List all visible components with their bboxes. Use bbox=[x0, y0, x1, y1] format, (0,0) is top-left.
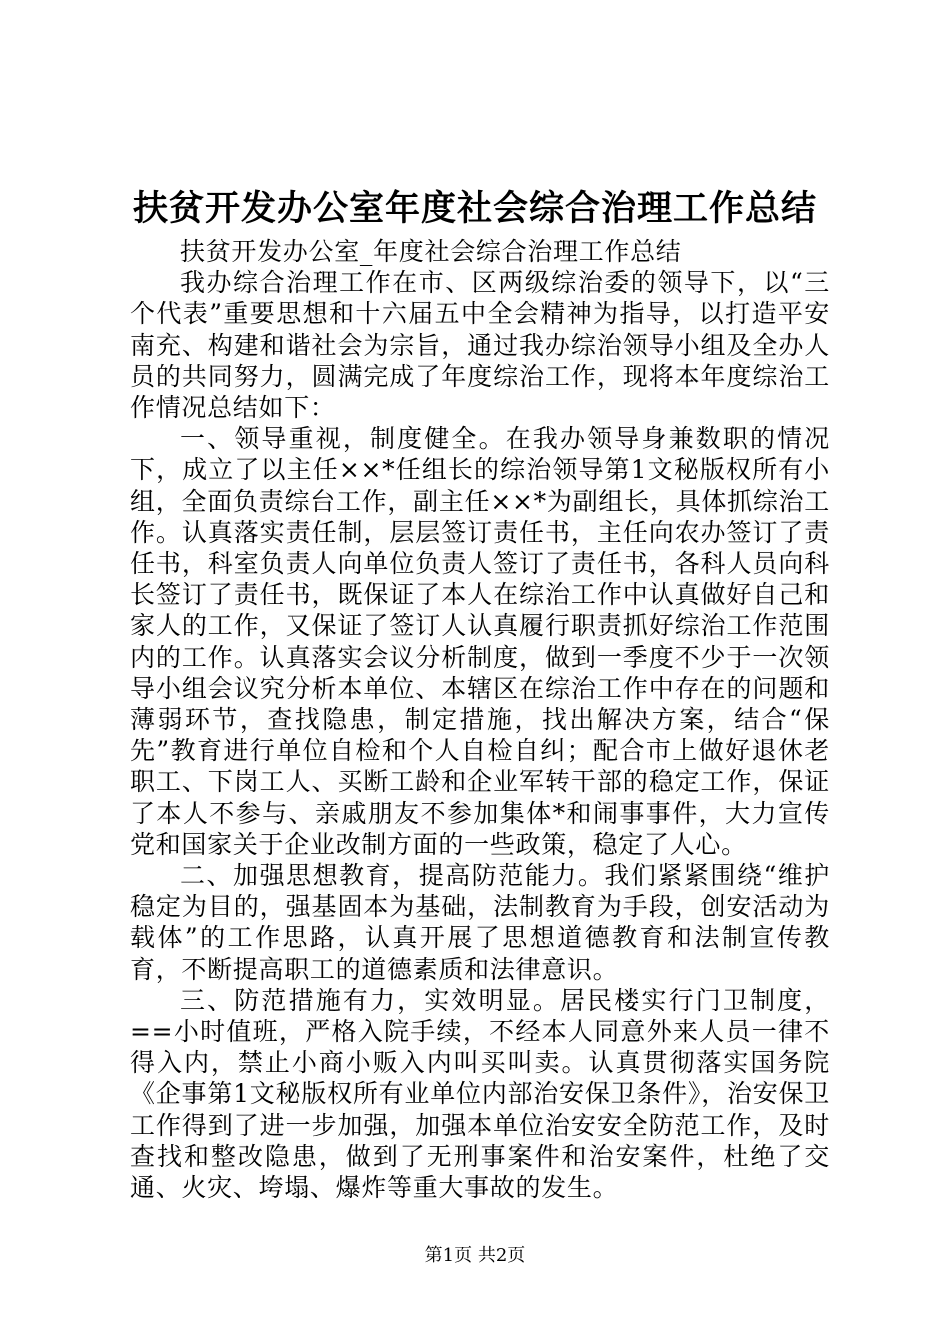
page-number-footer: 第1页 共2页 bbox=[424, 1245, 526, 1266]
document-title: 扶贫开发办公室年度社会综合治理工作总结 bbox=[132, 188, 817, 229]
document-body bbox=[130, 236, 830, 1203]
section-2-paragraph: 二、加强思想教育，提高防范能力。我们紧紧围绕“维护稳定为目的，强基固本为基础，法制教育为手段，创安活动为载体”的工作思路，认真开展了思想道德教育和法制宣传教育，不断提高职工的道德素质和法律意识。 bbox=[130, 861, 830, 984]
intro-paragraph: 我办综合治理工作在市、区两级综治委的领导下，以“三个代表”重要思想和十六届五中全会精神为指导，以打造平安南充、构建和谐社会为宗旨，通过我办综治领导小组及全办人员的共同努力，圆满完成了年度综治工作，现将本年度综治工作情况总结如下： bbox=[130, 268, 830, 423]
subtitle-paragraph: 扶贫开发办公室_年度社会综合治理工作总结 bbox=[180, 237, 682, 266]
section-1-paragraph: 一、领导重视，制度健全。在我办领导身兼数职的情况下，成立了以主任××*任组长的综治领导第1文秘版权所有小组，全面负责综台工作，副主任××*为副组长，具体抓综治工作。认真落实责任制，层层签订责任书，主任向农办签订了责任书，科室负责人向单位负责人签订了责任书，各科人员向科长签订了责任书，既保证了本人在综治工作中认真做好自己和家人的工作，又保证了签订人认真履行职责抓好综治工作范围内的工作。认真落实会议分析制度，做到一季度不少于一次领导小组会议究分析本单位、本辖区在综治工作中存在的问题和薄弱环节，查找隐患，制定措施，找出解决方案，结合“保先”教育进行单位自检和个人自检自纠；配合市上做好退休老职工、下岗工人、买断工龄和企业军转干部的稳定工作，保证了本人不参与、亲戚朋友不参加集体*和闹事事件，大力宣传党和国家关于企业改制方面的一些政策，稳定了人心。 bbox=[130, 424, 830, 859]
section-3-paragraph: 三、防范措施有力，实效明显。居民楼实行门卫制度，==小时值班，严格入院手续，不经本人同意外来人员一律不得入内，禁止小商小贩入内叫买叫卖。认真贯彻落实国务院《企事第1文秘版权所有业单位内部治安保卫条件》，治安保卫工作得到了进一步加强，加强本单位治安安全防范工作，及时查找和整改隐患，做到了无刑事案件和治安案件，杜绝了交通、火灾、垮塌、爆炸等重大事故的发生。 bbox=[130, 985, 830, 1203]
